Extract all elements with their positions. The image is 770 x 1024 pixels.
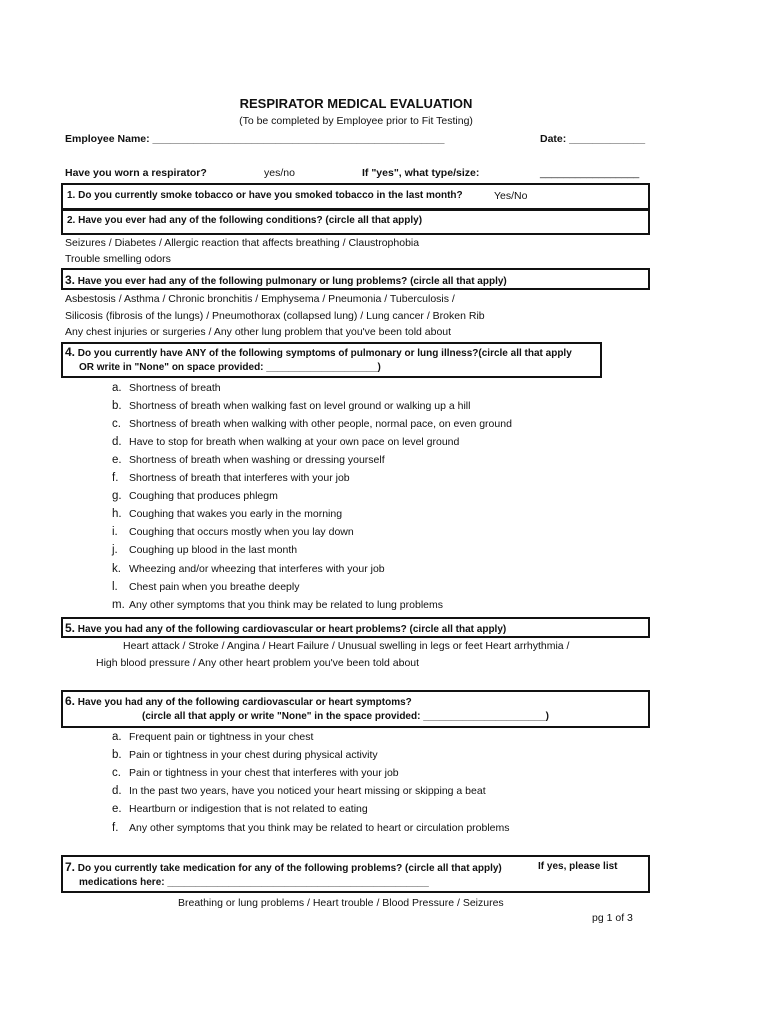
question-2-options-line1[interactable]: Seizures / Diabetes / Allergic reaction that affects breathing / Claustrophobia: [65, 237, 420, 249]
list-item[interactable]: [0, 581, 770, 599]
question-4-text-line2[interactable]: OR write in "None" on space provided: ____________________): [79, 362, 381, 373]
list-item-letter: c.: [112, 418, 121, 431]
question-3-text: [65, 273, 507, 287]
list-item-text: Coughing that wakes you early in the morning: [129, 508, 343, 521]
respirator-type-label: If "yes", what type/size:: [362, 167, 480, 179]
question-1-text: 1. Do you currently smoke tobacco or have you smoked tobacco in the last month?: [67, 190, 463, 201]
list-item[interactable]: [0, 454, 770, 472]
list-item[interactable]: [0, 599, 770, 617]
respirator-yes-no[interactable]: yes/no: [264, 167, 295, 179]
list-item-text: Heartburn or indigestion that is not related to eating: [129, 803, 368, 816]
list-item-letter: b.: [112, 749, 122, 762]
question-7-number: 7.: [65, 860, 76, 874]
respirator-type-field[interactable]: _________________: [540, 167, 640, 179]
list-item[interactable]: [0, 803, 770, 821]
list-item-letter: e.: [112, 454, 122, 467]
question-5-options-line1[interactable]: Heart attack / Stroke / Angina / Heart Failure / Unusual swelling in legs or feet Heart arrhythmia /: [123, 640, 570, 652]
question-5-text: [65, 621, 506, 635]
list-item[interactable]: [0, 544, 770, 562]
list-item[interactable]: [0, 418, 770, 436]
question-7-label: Do you currently take medication for any of the following problems? (circle all that apply): [77, 863, 502, 874]
page-number: pg 1 of 3: [592, 912, 633, 924]
list-item-text: Frequent pain or tightness in your chest: [129, 731, 314, 743]
question-4-text-line1: [65, 345, 572, 359]
question-3-options-line3[interactable]: Any chest injuries or surgeries / Any other lung problem that you've been told about: [65, 326, 452, 338]
document-title: RESPIRATOR MEDICAL EVALUATION: [239, 96, 473, 111]
date-field[interactable]: Date: _____________: [540, 133, 646, 145]
list-item-letter: b.: [112, 400, 122, 413]
question-3-number: 3.: [65, 273, 76, 287]
question-5-number: 5.: [65, 621, 76, 635]
list-item-letter: c.: [112, 767, 121, 780]
question-4-label: Do you currently have ANY of the following symptoms of pulmonary or lung illness?(circle all that apply: [77, 348, 572, 359]
question-7-medications-field[interactable]: medications here: _______________________________________________: [79, 877, 429, 888]
question-6-text-line1: [65, 694, 412, 708]
list-item-letter: d.: [112, 436, 122, 449]
list-item-text: Shortness of breath: [129, 382, 221, 394]
question-1-yes-no[interactable]: Yes/No: [494, 190, 528, 202]
list-item-text: Pain or tightness in your chest during physical activity: [129, 749, 378, 762]
question-3-label: Have you ever had any of the following pulmonary or lung problems? (circle all that apply): [77, 276, 507, 287]
document-subtitle: (To be completed by Employee prior to Fit Testing): [239, 115, 473, 127]
list-item-text: Pain or tightness in your chest that interferes with your job: [129, 767, 399, 780]
list-item[interactable]: [0, 400, 770, 418]
list-item-letter: h.: [112, 508, 122, 521]
list-item[interactable]: [0, 749, 770, 767]
list-item[interactable]: [0, 785, 770, 803]
respirator-question: Have you worn a respirator?: [65, 167, 207, 179]
question-7-text-line1: [65, 860, 502, 874]
question-3-options-line2[interactable]: Silicosis (fibrosis of the lungs) / Pneumothorax (collapsed lung) / Lung cancer / Broken Rib: [65, 310, 485, 322]
list-item[interactable]: [0, 472, 770, 490]
list-item-text: Coughing up blood in the last month: [129, 544, 298, 557]
list-item-letter: a.: [112, 731, 122, 743]
question-4-number: 4.: [65, 345, 76, 359]
list-item[interactable]: [0, 526, 770, 544]
list-item-text: Any other symptoms that you think may be related to heart or circulation problems: [129, 821, 510, 834]
list-item-text: Shortness of breath when washing or dressing yourself: [129, 454, 385, 467]
list-item[interactable]: [0, 508, 770, 526]
list-item[interactable]: [0, 382, 770, 400]
question-6-text-line2[interactable]: (circle all that apply or write "None" in the space provided: ______________________): [142, 711, 549, 722]
list-item[interactable]: [0, 731, 770, 749]
question-7-if-yes: If yes, please list: [538, 861, 618, 872]
list-item-text: Shortness of breath when walking fast on level ground or walking up a hill: [129, 400, 471, 413]
list-item-letter: g.: [112, 490, 122, 503]
list-item-text: Shortness of breath that interferes with your job: [129, 472, 350, 485]
list-item-letter: f.: [112, 472, 119, 485]
list-item-letter: m.: [112, 598, 125, 611]
list-item-text: Coughing that occurs mostly when you lay down: [129, 526, 354, 539]
list-item[interactable]: [0, 822, 770, 840]
list-item[interactable]: [0, 436, 770, 454]
question-6-number: 6.: [65, 694, 76, 708]
list-item-text: In the past two years, have you noticed your heart missing or skipping a beat: [129, 785, 486, 798]
list-item-text: Chest pain when you breathe deeply: [129, 580, 300, 593]
question-3-options-line1[interactable]: Asbestosis / Asthma / Chronic bronchitis / Emphysema / Pneumonia / Tuberculosis /: [65, 293, 455, 305]
list-item-text: Wheezing and/or wheezing that interferes with your job: [129, 562, 385, 575]
list-item-letter: i.: [112, 526, 118, 539]
employee-name-field[interactable]: Employee Name: __________________________________________________: [65, 133, 445, 145]
list-item-letter: f.: [112, 821, 119, 834]
question-2-text: 2. Have you ever had any of the following conditions? (circle all that apply): [67, 215, 423, 226]
list-item-text: Shortness of breath when walking with other people, normal pace, on even ground: [129, 418, 512, 431]
list-item-letter: e.: [112, 803, 122, 816]
question-6-label: Have you had any of the following cardiovascular or heart symptoms?: [77, 697, 412, 708]
list-item-letter: j.: [112, 544, 118, 557]
list-item-letter: d.: [112, 785, 122, 798]
list-item-text: Have to stop for breath when walking at your own pace on level ground: [129, 436, 460, 449]
question-2-options-line2[interactable]: Trouble smelling odors: [65, 253, 171, 265]
question-5-options-line2[interactable]: High blood pressure / Any other heart problem you've been told about: [96, 657, 420, 669]
list-item-text: Coughing that produces phlegm: [129, 490, 278, 503]
question-5-label: Have you had any of the following cardiovascular or heart problems? (circle all that apply): [77, 624, 507, 635]
list-item[interactable]: [0, 767, 770, 785]
list-item-letter: k.: [112, 562, 121, 575]
question-7-options-line1[interactable]: Breathing or lung problems / Heart trouble / Blood Pressure / Seizures: [178, 897, 504, 909]
list-item[interactable]: [0, 490, 770, 508]
list-item-text: Any other symptoms that you think may be related to lung problems: [129, 598, 443, 611]
list-item-letter: a.: [112, 382, 122, 394]
list-item[interactable]: [0, 563, 770, 581]
list-item-letter: l.: [112, 580, 118, 593]
